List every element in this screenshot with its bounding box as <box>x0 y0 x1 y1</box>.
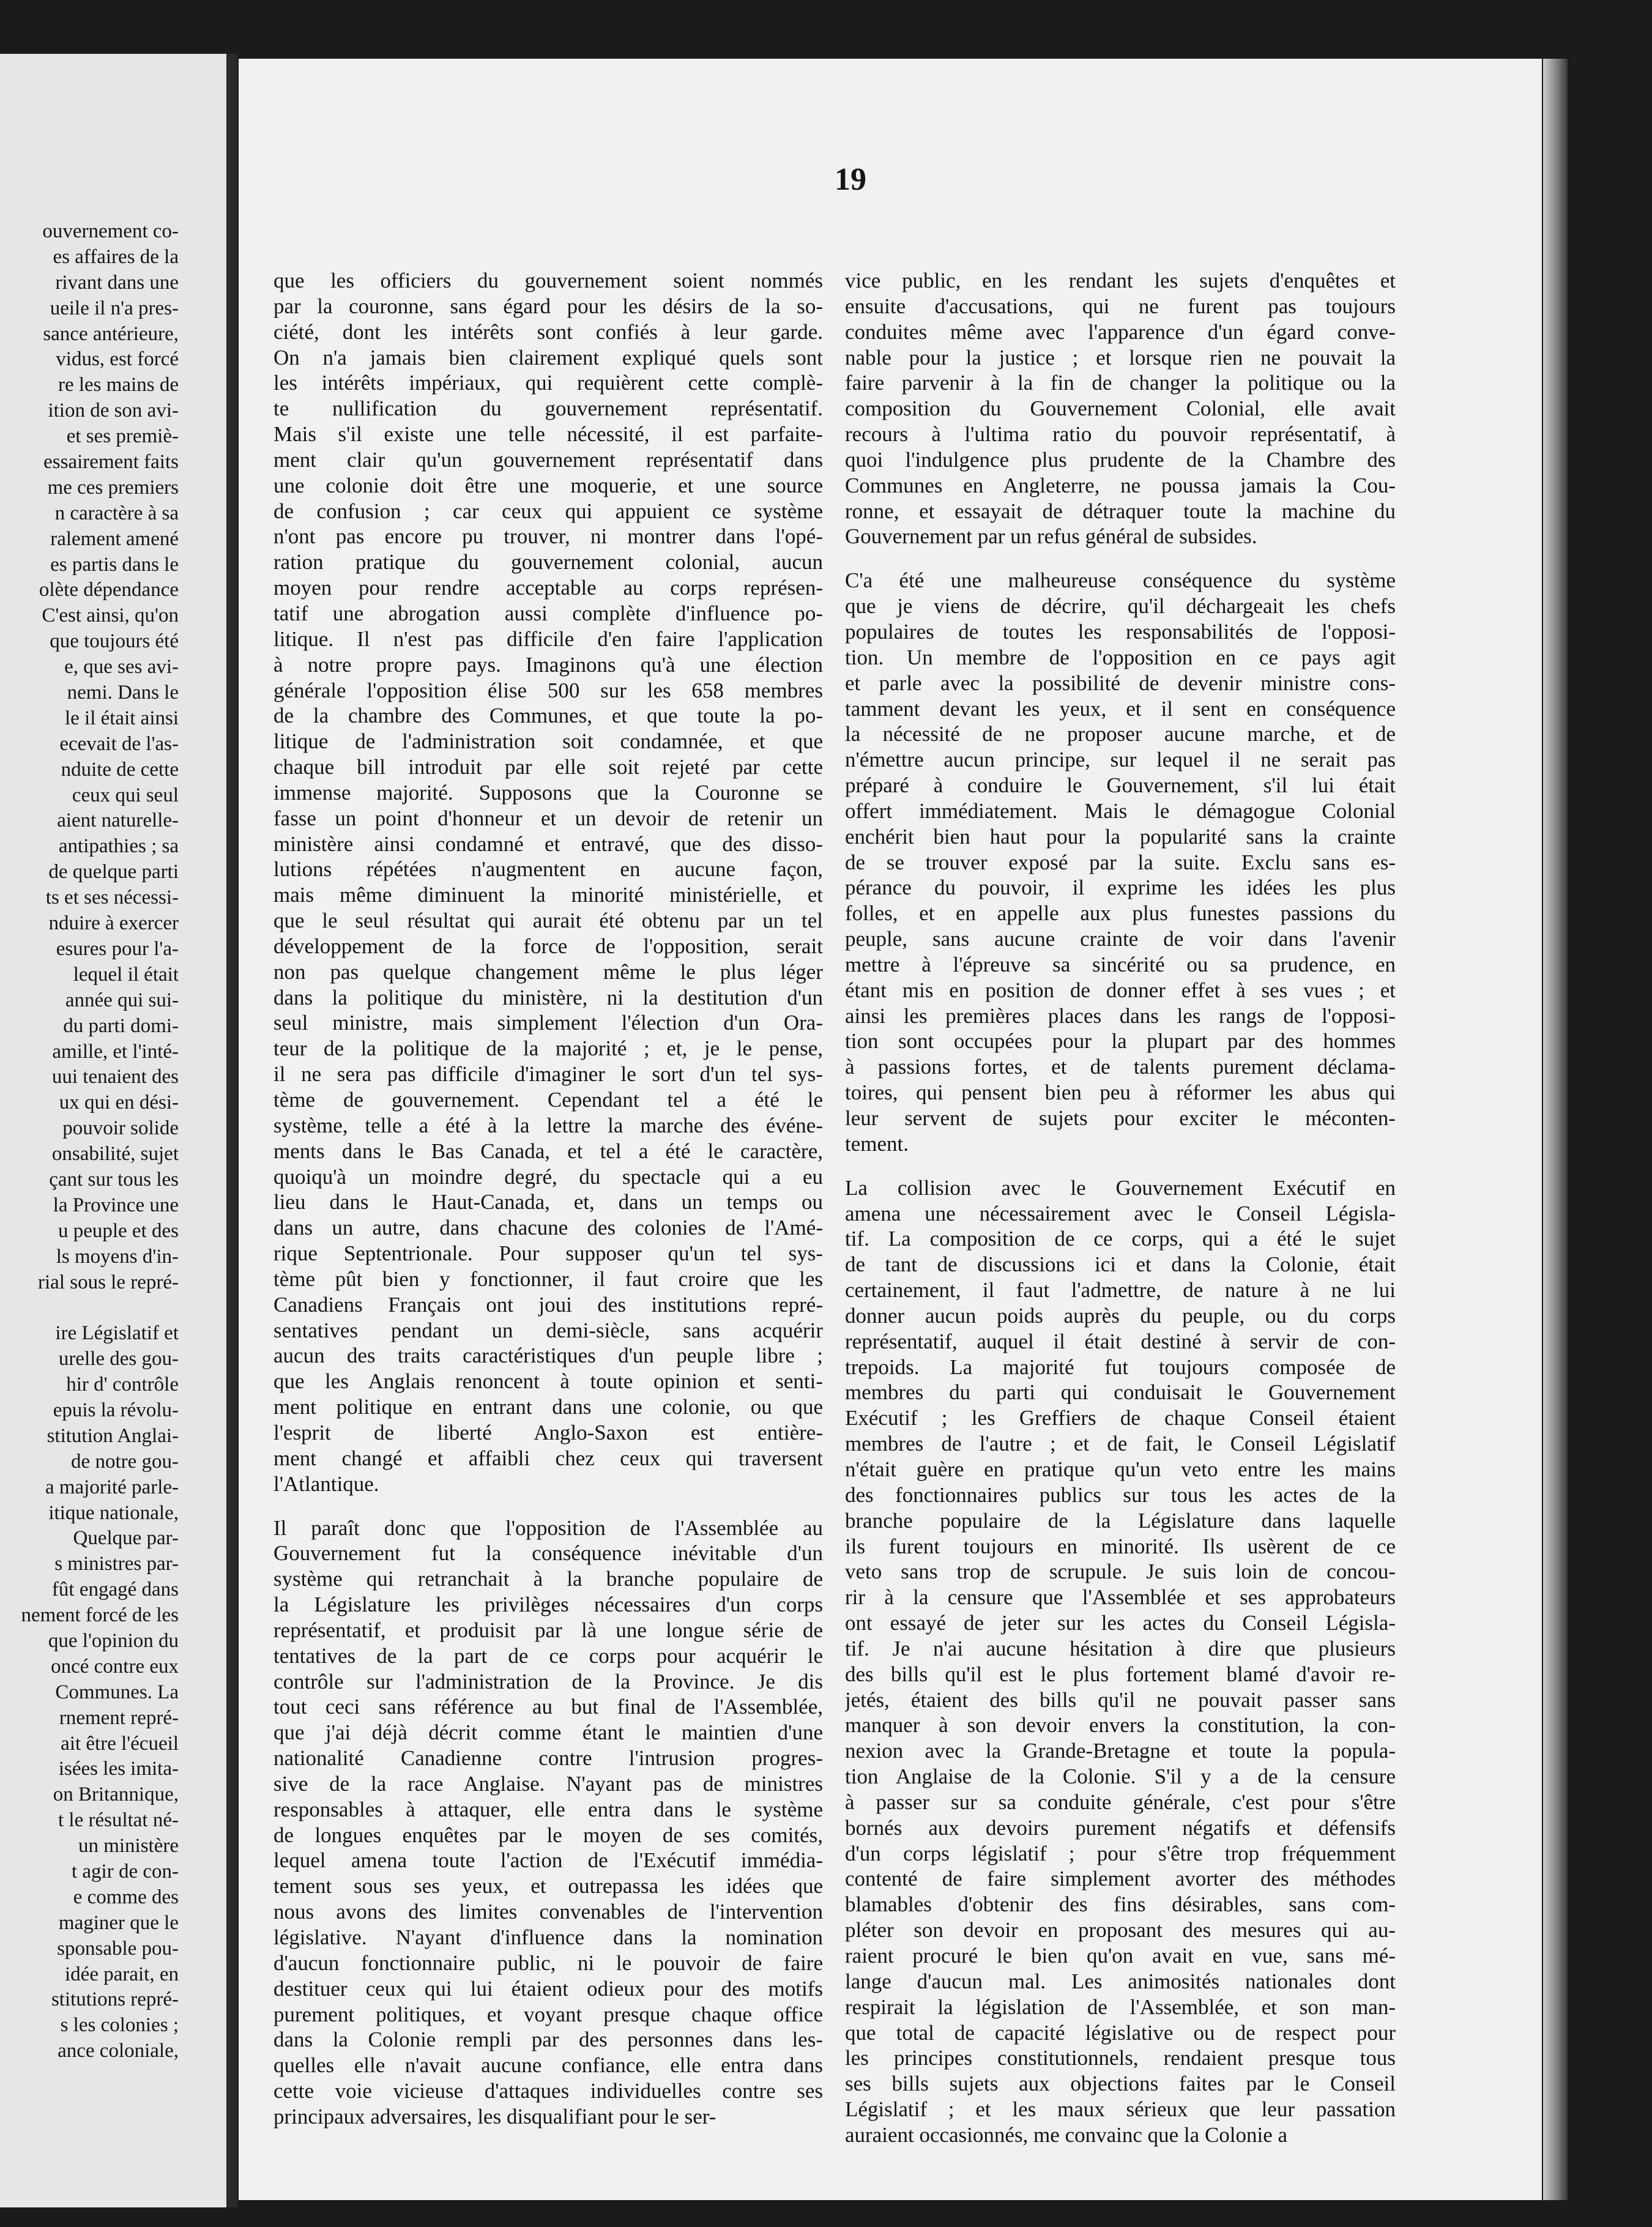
paragraph <box>845 568 1396 1156</box>
fragment-line: ts et ses nécessi- <box>45 887 179 909</box>
text-line: auraient occasionnés, me convainc que la Colonie a <box>845 2122 1288 2147</box>
page-edge <box>1543 59 1568 2200</box>
fragment-line: re les mains de <box>58 374 179 396</box>
fragment-line: que l'opinion du <box>48 1629 179 1652</box>
text-line: litique de l'administration soit condamnée, et que <box>273 729 823 754</box>
text-line: composition du Gouvernement Colonial, elle avait <box>845 396 1396 421</box>
fragment-line: Communes. La <box>55 1681 179 1703</box>
text-line: la nécessité de ne proposer aucune marche, et de <box>845 722 1396 746</box>
book-gutter <box>226 54 237 2207</box>
text-line: à passer sur sa conduite générale, c'est pour s'être <box>845 1790 1396 1814</box>
text-line: nable pour la justice ; et lorsque rien ne pouvait la <box>845 345 1396 370</box>
fragment-line: nduire à exercer <box>48 912 179 935</box>
text-line: tion sont occupées pour la plupart par des hommes <box>845 1029 1396 1054</box>
fragment-line: n caractère à sa <box>54 502 179 524</box>
text-line: tif. Je n'ai aucune hésitation à dire que plusieurs <box>845 1636 1396 1660</box>
fragment-line: çant sur tous les <box>49 1168 179 1191</box>
text-line: ment changé et affaibli chez ceux qui traversent <box>273 1446 823 1470</box>
text-line: jetés, étaient des bills qu'il ne pouvait passer sans <box>845 1687 1396 1712</box>
text-line: et parle avec la possibilité de devenir ministre cons- <box>845 671 1396 695</box>
text-line: manquer à son devoir envers la constitution, la con- <box>845 1713 1396 1738</box>
fragment-line: oncé contre eux <box>51 1655 179 1678</box>
text-line: ration pratique du gouvernement colonial, aucun <box>273 550 823 574</box>
text-line: tement. <box>845 1131 909 1156</box>
fragment-line: nement forcé de les <box>21 1604 179 1627</box>
text-column-left <box>273 268 823 2130</box>
fragment-line: u peuple et des <box>58 1219 179 1242</box>
fragment-line: pouvoir solide <box>62 1117 179 1140</box>
text-line: de se trouver exposé par la suite. Exclu sans es- <box>845 850 1396 874</box>
text-line: système, telle a été à la lettre la marche des événe- <box>273 1113 823 1137</box>
text-line: les intérêts impériaux, qui requièrent cette complè- <box>273 371 823 395</box>
text-line: de tant de discussions ici et dans la Colonie, était <box>845 1252 1396 1277</box>
fragment-line: aient naturelle- <box>57 809 179 832</box>
fragment-line: onsabilité, sujet <box>51 1143 179 1166</box>
text-line: que les officiers du gouvernement soient nommés <box>273 269 823 292</box>
fragment-line: e comme des <box>73 1886 179 1908</box>
text-line: ont essayé de jeter sur les actes du Conseil Législa- <box>845 1611 1396 1635</box>
text-line: La collision avec le Gouvernement Exécutif en <box>845 1175 1396 1200</box>
text-line: destituer ceux qui lui étaient odieux pour des motifs <box>273 1976 823 2001</box>
text-line: Gouvernement fut la conséquence inévitable d'un <box>273 1541 823 1566</box>
text-line: mettre à l'épreuve sa sincérité ou sa prudence, en <box>845 952 1396 976</box>
text-line: générale l'opposition élise 500 sur les 658 membres <box>273 678 823 702</box>
fragment-line: stitutions repré- <box>51 1988 179 2011</box>
text-line: dans la Colonie rempli par des personnes dans les- <box>273 2028 823 2052</box>
fragment-line: ux qui en dési- <box>59 1091 179 1114</box>
fragment-line: du parti domi- <box>63 1014 179 1037</box>
text-line: il ne sera pas difficile d'imaginer le sort d'un tel sys- <box>273 1062 823 1087</box>
fragment-line: ait être l'écueil <box>61 1732 179 1755</box>
text-line: tentatives de la part de ce corps pour acquérir le <box>273 1643 823 1668</box>
text-line: nexion avec la Grande-Bretagne et toute la popula- <box>845 1739 1396 1763</box>
text-line: de confusion ; car ceux qui appuient ce système <box>273 499 823 523</box>
text-line: des bills qu'il est le plus fortement blamé d'avoir re- <box>845 1662 1396 1686</box>
text-line: la Législature les privilèges nécessaires d'un corps <box>273 1593 823 1617</box>
fragment-line: amille, et l'inté- <box>52 1040 179 1063</box>
fragment-line: Quelque par- <box>73 1527 179 1550</box>
text-line: principaux adversaires, les disqualifiant pour le ser- <box>273 2104 716 2128</box>
fragment-line: ls moyens d'in- <box>56 1245 179 1268</box>
text-line: quelles elle n'avait aucune confiance, elle entra dans <box>273 2053 823 2078</box>
previous-page-text-column <box>0 219 179 2064</box>
text-line: trepoids. La majorité fut toujours composée de <box>845 1355 1396 1379</box>
text-line: quoi l'indulgence plus prudente de la Chambre des <box>845 447 1396 472</box>
fragment-line: me ces premiers <box>47 476 179 499</box>
text-line: sive de la race Anglaise. N'ayant pas de ministres <box>273 1771 823 1796</box>
text-line: certainement, il faut l'admettre, de nature à ne lui <box>845 1278 1396 1303</box>
text-line: conduites même avec l'apparence d'un égard conve- <box>845 319 1396 344</box>
text-line: lequel amena toute l'action de l'Exécutif immédia- <box>273 1848 823 1873</box>
text-line: teur de la politique de la majorité ; et, je le pense, <box>273 1036 823 1061</box>
fragment-line: et ses premiè- <box>66 425 179 448</box>
fragment-line: de quelque parti <box>48 861 179 883</box>
text-line: cette voie vicieuse d'attaques individuelles contre ses <box>273 2079 823 2103</box>
text-line: pléter son devoir en proposant des mesures qui au- <box>845 1918 1396 1943</box>
paragraph <box>273 268 823 1497</box>
text-line: représentatif, et produisit par là une longue série de <box>273 1618 823 1642</box>
text-line: étant mis en position de donner effet à ses vues ; et <box>845 978 1396 1002</box>
fragment-line: es affaires de la <box>53 245 179 268</box>
fragment-line: ceux qui seul <box>72 784 179 806</box>
fragment-line: antipathies ; sa <box>58 835 179 858</box>
text-line: développement de la force de l'opposition, serait <box>273 934 823 958</box>
text-line: offert immédiatement. Mais le démagogue Colonial <box>845 798 1396 823</box>
previous-page-fragment <box>0 54 226 2207</box>
text-line: Canadiens Français ont joui des institutions repré- <box>273 1292 823 1317</box>
fragment-line: es partis dans le <box>50 553 179 576</box>
text-line: que j'ai déjà décrit comme étant le maintien d'une <box>273 1720 823 1745</box>
text-line: Mais s'il existe une telle nécessité, il est parfaite- <box>273 422 823 447</box>
text-line: chaque bill introduit par elle soit rejeté par cette <box>273 755 823 779</box>
fragment-line: nemi. Dans le <box>67 682 179 704</box>
fragment-line: nduite de cette <box>61 758 179 781</box>
text-line: nationalité Canadienne contre l'intrusion progres- <box>273 1746 823 1771</box>
text-line: ses bills sujets aux objections faites par le Conseil <box>845 2072 1396 2096</box>
text-line: tamment devant les yeux, et il sent en conséquence <box>845 696 1396 721</box>
text-line: Gouvernement par un refus général de subsides. <box>845 524 1257 549</box>
fragment-line: rial sous le repré- <box>38 1271 179 1293</box>
text-line: recours à l'ultima ratio du pouvoir représentatif, à <box>845 422 1396 447</box>
fragment-line: hir d' contrôle <box>66 1374 179 1396</box>
text-line: ils furent toujours en minorité. Ils usèrent de ce <box>845 1534 1396 1558</box>
page <box>239 59 1542 2200</box>
text-line: représentatif, auquel il était destiné à servir de con- <box>845 1329 1396 1353</box>
text-line: raient procuré le bien qu'on avait en vue, sans mé- <box>845 1944 1396 1968</box>
text-line: blamables d'obtenir des fins désirables, sans com- <box>845 1892 1396 1917</box>
text-line: ment politique en entrant dans une colonie, ou que <box>273 1395 823 1419</box>
text-line: membres de l'autre ; et de fait, le Conseil Législatif <box>845 1432 1396 1456</box>
fragment-line: idée parait, en <box>65 1963 179 1985</box>
text-line: faire parvenir à la fin de changer la politique ou la <box>845 371 1396 395</box>
text-line: des fonctionnaires publics sur tous les actes de la <box>845 1482 1396 1507</box>
text-line: ronne, et essayait de détraquer toute la machine du <box>845 499 1396 523</box>
fragment-line: vidus, est forcé <box>56 348 179 371</box>
text-line: enchérit bien haut pour la popularité sans la crainte <box>845 824 1396 849</box>
fragment-line: t le résultat né- <box>58 1809 179 1832</box>
text-line: peuple, sans aucune crainte de voir dans l'avenir <box>845 927 1396 951</box>
text-line: préparé à conduire le Gouvernement, s'il lui était <box>845 773 1396 798</box>
text-line: aucun des traits caractéristiques d'un peuple libre ; <box>273 1344 823 1368</box>
text-line: à notre propre pays. Imaginons qu'à une élection <box>273 652 823 677</box>
fragment-line: stitution Anglai- <box>47 1424 179 1447</box>
text-line: leur servent de sujets pour exciter le méconten- <box>845 1106 1396 1130</box>
text-line: litique. Il n'est pas difficile d'en faire l'application <box>273 626 823 651</box>
text-line: responsables à attaquer, elle entra dans le système <box>273 1797 823 1821</box>
text-line: non pas quelque changement même le plus léger <box>273 959 823 984</box>
text-line: dans la politique du ministère, ni la destitution d'un <box>273 985 823 1009</box>
text-line: rique Septentrionale. Pour supposer qu'un tel sys- <box>273 1241 823 1266</box>
page-number: 19 <box>835 162 866 197</box>
fragment-line: olète dépendance <box>39 579 179 601</box>
text-line: veto sans trop de scrupule. Je suis loin de concou- <box>845 1560 1396 1584</box>
text-line: l'esprit de liberté Anglo-Saxon est entière- <box>273 1420 823 1444</box>
text-line: que je viens de décrire, qu'il déchargeait les chefs <box>845 594 1396 619</box>
text-line: une colonie doit être une moquerie, et une source <box>273 473 823 497</box>
text-line: mais même diminuent la minorité ministérielle, et <box>273 883 823 907</box>
fragment-line: sponsable pou- <box>57 1937 179 1960</box>
fragment-line: e, que ses avi- <box>64 656 179 679</box>
text-line: ciété, dont les intérêts sont confiés à leur garde. <box>273 319 823 344</box>
fragment-line: uui tenaient des <box>51 1066 179 1088</box>
text-line: les principes constitutionnels, rendaient presque tous <box>845 2046 1396 2070</box>
text-line: tème pût bien y fonctionner, il faut croire que les <box>273 1266 823 1291</box>
fragment-line: ance coloniale, <box>58 2040 179 2062</box>
fragment-line: ecevait de l'as- <box>59 732 179 755</box>
text-column-right <box>845 268 1396 2148</box>
paragraph <box>845 1175 1396 2148</box>
text-line: système qui retranchait à la branche populaire de <box>273 1567 823 1591</box>
fragment-line: rivant dans une <box>55 271 179 294</box>
fragment-line: sance antérieure, <box>43 322 179 345</box>
text-line: Législatif ; et les maux sérieux que leur passation <box>845 2097 1396 2122</box>
text-line: populaires de toutes les responsabilités de l'opposi- <box>845 619 1396 644</box>
text-line: branche populaire de la Législature dans laquelle <box>845 1508 1396 1533</box>
text-line: Il paraît donc que l'opposition de l'Assemblée au <box>273 1515 823 1540</box>
text-line: d'un corps législatif ; pour s'être trop fréquemment <box>845 1841 1396 1865</box>
text-line: te nullification du gouvernement représentatif. <box>273 396 823 421</box>
paragraph <box>845 268 1396 549</box>
text-line: Exécutif ; les Greffiers de chaque Conseil étaient <box>845 1406 1396 1430</box>
text-line: contenté de faire simplement avorter des méthodes <box>845 1867 1396 1891</box>
fragment-line: C'est ainsi, qu'on <box>42 604 179 627</box>
fragment-line: esures pour l'a- <box>56 937 179 960</box>
text-line: l'Atlantique. <box>273 1471 379 1496</box>
fragment-line: s les colonies ; <box>60 2014 179 2037</box>
text-line: lange d'aucun mal. Les animosités nationales dont <box>845 1969 1396 1993</box>
text-line: donner aucun poids auprès du peuple, ou du corps <box>845 1303 1396 1328</box>
fragment-line: la Province une <box>53 1194 179 1216</box>
text-line: tion Anglaise de la Colonie. S'il y a de la censure <box>845 1764 1396 1789</box>
fragment-line: s ministres par- <box>54 1553 179 1575</box>
text-line: bornés aux devoirs purement négatifs et défensifs <box>845 1815 1396 1840</box>
text-line: n'ont pas encore pu trouver, ni montrer dans l'opé- <box>273 524 823 549</box>
text-line: n'était guère en pratique qu'un veto entre les mains <box>845 1457 1396 1481</box>
text-line: ments dans le Bas Canada, et tel a été le caractère, <box>273 1139 823 1163</box>
fragment-line: a majorité parle- <box>45 1476 179 1498</box>
text-line: rir à la censure que l'Assemblée et ses approbateurs <box>845 1585 1396 1610</box>
text-line: de la chambre des Communes, et que toute la po- <box>273 704 823 728</box>
text-line: tème de gouvernement. Cependant tel a été le <box>273 1088 823 1112</box>
fragment-line: ouvernement co- <box>42 220 179 242</box>
fragment-line: le il était ainsi <box>64 707 179 729</box>
text-line: tement sous ses yeux, et outrepassa les idées que <box>273 1874 823 1898</box>
text-line: d'aucun fonctionnaire public, ni le pouvoir de faire <box>273 1950 823 1975</box>
fragment-line: ueile il n'a pres- <box>50 297 179 319</box>
text-line: ministère ainsi condamné et entravé, que des disso- <box>273 831 823 856</box>
text-line: que total de capacité législative ou de respect pour <box>845 2020 1396 2045</box>
text-line: purement politiques, et voyant presque chaque office <box>273 2002 823 2026</box>
fragment-line: ition de son avi- <box>48 400 179 422</box>
text-line: par la couronne, sans égard pour les désirs de la so- <box>273 294 823 318</box>
text-line: nous avons des limites convenables de l'intervention <box>273 1900 823 1924</box>
text-line: à passions fortes, et de talents purement déclama- <box>845 1055 1396 1079</box>
fragment-line: un ministère <box>78 1835 179 1857</box>
text-line: que le seul résultat qui aurait été obtenu par un tel <box>273 909 823 933</box>
fragment-line: t agir de con- <box>71 1861 179 1883</box>
fragment-line: ralement amené <box>50 527 179 550</box>
paragraph <box>273 1515 823 2130</box>
text-line: vice public, en les rendant les sujets d'enquêtes et <box>845 269 1396 292</box>
text-line: C'a été une malheureuse conséquence du système <box>845 568 1396 593</box>
text-line: dans un autre, dans chacune des colonies de l'Amé- <box>273 1216 823 1240</box>
fragment-line: urelle des gou- <box>58 1348 179 1370</box>
text-line: respirait la législation de l'Assemblée, et son man- <box>845 1995 1396 2019</box>
fragment-line <box>0 1295 179 1321</box>
fragment-line: que toujours été <box>50 630 179 653</box>
fragment-line: maginer que le <box>58 1911 179 1934</box>
text-line: fasse un point d'honneur et un devoir de retenir un <box>273 806 823 830</box>
fragment-line: de notre gou- <box>71 1450 179 1473</box>
text-line: n'émettre aucun principe, sur lequel il ne serait pas <box>845 748 1396 772</box>
fragment-line: lequel il était <box>73 963 179 986</box>
text-line: ensuite d'accusations, qui ne furent pas toujours <box>845 294 1396 318</box>
text-line: moyen pour rendre acceptable au corps représen- <box>273 576 823 600</box>
text-line: folles, et en appelle aux plus funestes passions du <box>845 901 1396 926</box>
fragment-line: fût engagé dans <box>51 1578 179 1601</box>
text-line: pérance du pouvoir, il exprime les idées les plus <box>845 876 1396 900</box>
fragment-line: on Britannique, <box>53 1783 179 1806</box>
text-line: membres du parti qui conduisait le Gouvernement <box>845 1380 1396 1405</box>
text-line: toires, qui pensent bien peu à réformer les abus qui <box>845 1080 1396 1105</box>
text-line: lieu dans le Haut-Canada, et, dans un temps ou <box>273 1190 823 1214</box>
text-line: lutions répétées n'augmentent en aucune façon, <box>273 857 823 882</box>
text-line: tatif une abrogation aussi complète d'influence po- <box>273 601 823 625</box>
text-line: sentatives pendant un demi-siècle, sans acquérir <box>273 1318 823 1342</box>
text-line: seul ministre, mais simplement l'élection d'un Ora- <box>273 1011 823 1035</box>
text-line: ment clair qu'un gouvernement représentatif dans <box>273 447 823 472</box>
fragment-line: rnement repré- <box>59 1706 179 1729</box>
text-line: tion. Un membre de l'opposition en ce pays agit <box>845 645 1396 669</box>
fragment-line: année qui sui- <box>65 989 179 1011</box>
text-line: que les Anglais renoncent à toute opinion et senti- <box>273 1369 823 1394</box>
text-line: ainsi les premières places dans les rangs de l'opposi- <box>845 1003 1396 1028</box>
fragment-line: isées les imita- <box>58 1758 179 1780</box>
fragment-line: itique nationale, <box>48 1501 179 1524</box>
text-line: tout ceci sans référence au but final de l'Assemblée, <box>273 1695 823 1719</box>
text-line: de longues enquêtes par le moyen de ses comités, <box>273 1823 823 1847</box>
text-line: contrôle sur l'administration de la Province. Je dis <box>273 1669 823 1693</box>
text-line: législative. N'ayant d'influence dans la nomination <box>273 1925 823 1949</box>
text-line: Communes en Angleterre, ne poussa jamais la Cou- <box>845 473 1396 497</box>
text-line: quoiqu'à un moindre degré, du spectacle qui a eu <box>273 1164 823 1189</box>
fragment-line: ire Législatif et <box>55 1322 179 1345</box>
fragment-line: epuis la révolu- <box>53 1399 179 1421</box>
text-line: On n'a jamais bien clairement expliqué quels sont <box>273 345 823 370</box>
fragment-line: essairement faits <box>43 451 179 474</box>
text-line: tif. La composition de ce corps, qui a été le sujet <box>845 1227 1396 1251</box>
text-line: immense majorité. Supposons que la Couronne se <box>273 780 823 805</box>
text-line: amena une nécessairement avec le Conseil Législa- <box>845 1201 1396 1225</box>
